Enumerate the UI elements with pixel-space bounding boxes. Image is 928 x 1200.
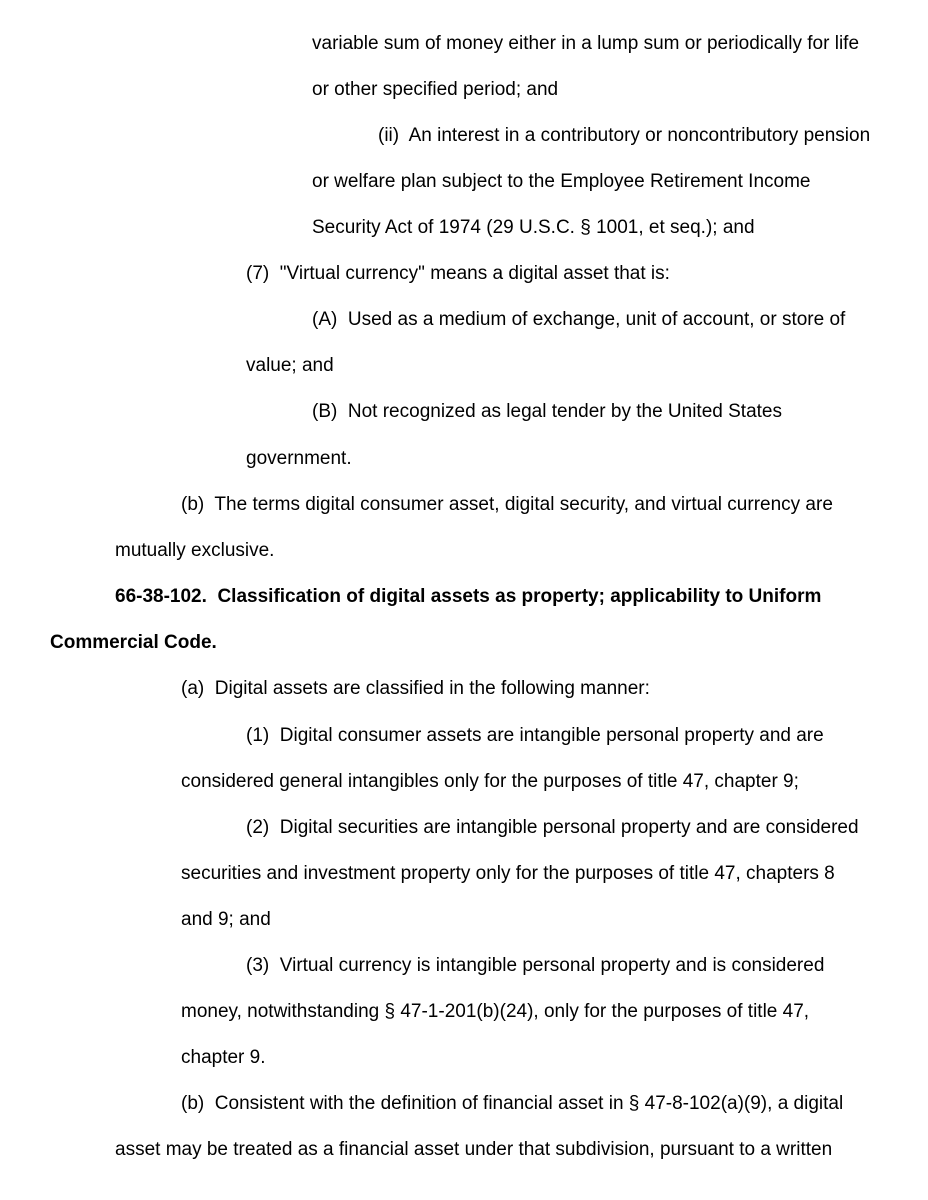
- text-line: (3) Virtual currency is intangible personal property and is considered: [246, 955, 825, 976]
- text-line: government.: [246, 448, 352, 469]
- text-line: considered general intangibles only for the purposes of title 47, chapter 9;: [181, 771, 799, 792]
- section-heading: Commercial Code.: [50, 632, 217, 653]
- section-heading: 66-38-102. Classification of digital assets as property; applicability to Uniform: [115, 586, 822, 607]
- text-line: (B) Not recognized as legal tender by the United States: [312, 401, 782, 422]
- text-line: variable sum of money either in a lump sum or periodically for life: [312, 33, 860, 54]
- text-line: money, notwithstanding § 47-1-201(b)(24), only for the purposes of title 47,: [181, 1001, 810, 1022]
- text-line: securities and investment property only for the purposes of title 47, chapters 8: [181, 863, 835, 884]
- text-line: Security Act of 1974 (29 U.S.C. § 1001, et seq.); and: [312, 217, 755, 238]
- text-line: mutually exclusive.: [115, 540, 275, 561]
- text-line: and 9; and: [181, 909, 271, 930]
- text-line: (b) The terms digital consumer asset, digital security, and virtual currency are: [181, 494, 833, 515]
- text-line: or welfare plan subject to the Employee Retirement Income: [312, 171, 811, 192]
- text-line: (1) Digital consumer assets are intangible personal property and are: [246, 725, 824, 746]
- text-line: or other specified period; and: [312, 79, 559, 100]
- text-line: (ii) An interest in a contributory or noncontributory pension: [378, 125, 871, 146]
- text-line: (2) Digital securities are intangible personal property and are considered: [246, 817, 859, 838]
- text-line: (7) "Virtual currency" means a digital asset that is:: [246, 263, 670, 284]
- text-line: chapter 9.: [181, 1047, 266, 1068]
- text-line: (A) Used as a medium of exchange, unit of account, or store of: [312, 309, 846, 330]
- text-line: asset may be treated as a financial asset under that subdivision, pursuant to a written: [115, 1139, 833, 1160]
- text-line: (b) Consistent with the definition of financial asset in § 47-8-102(a)(9), a digital: [181, 1093, 844, 1114]
- text-line: (a) Digital assets are classified in the following manner:: [181, 678, 650, 699]
- text-line: value; and: [246, 355, 334, 376]
